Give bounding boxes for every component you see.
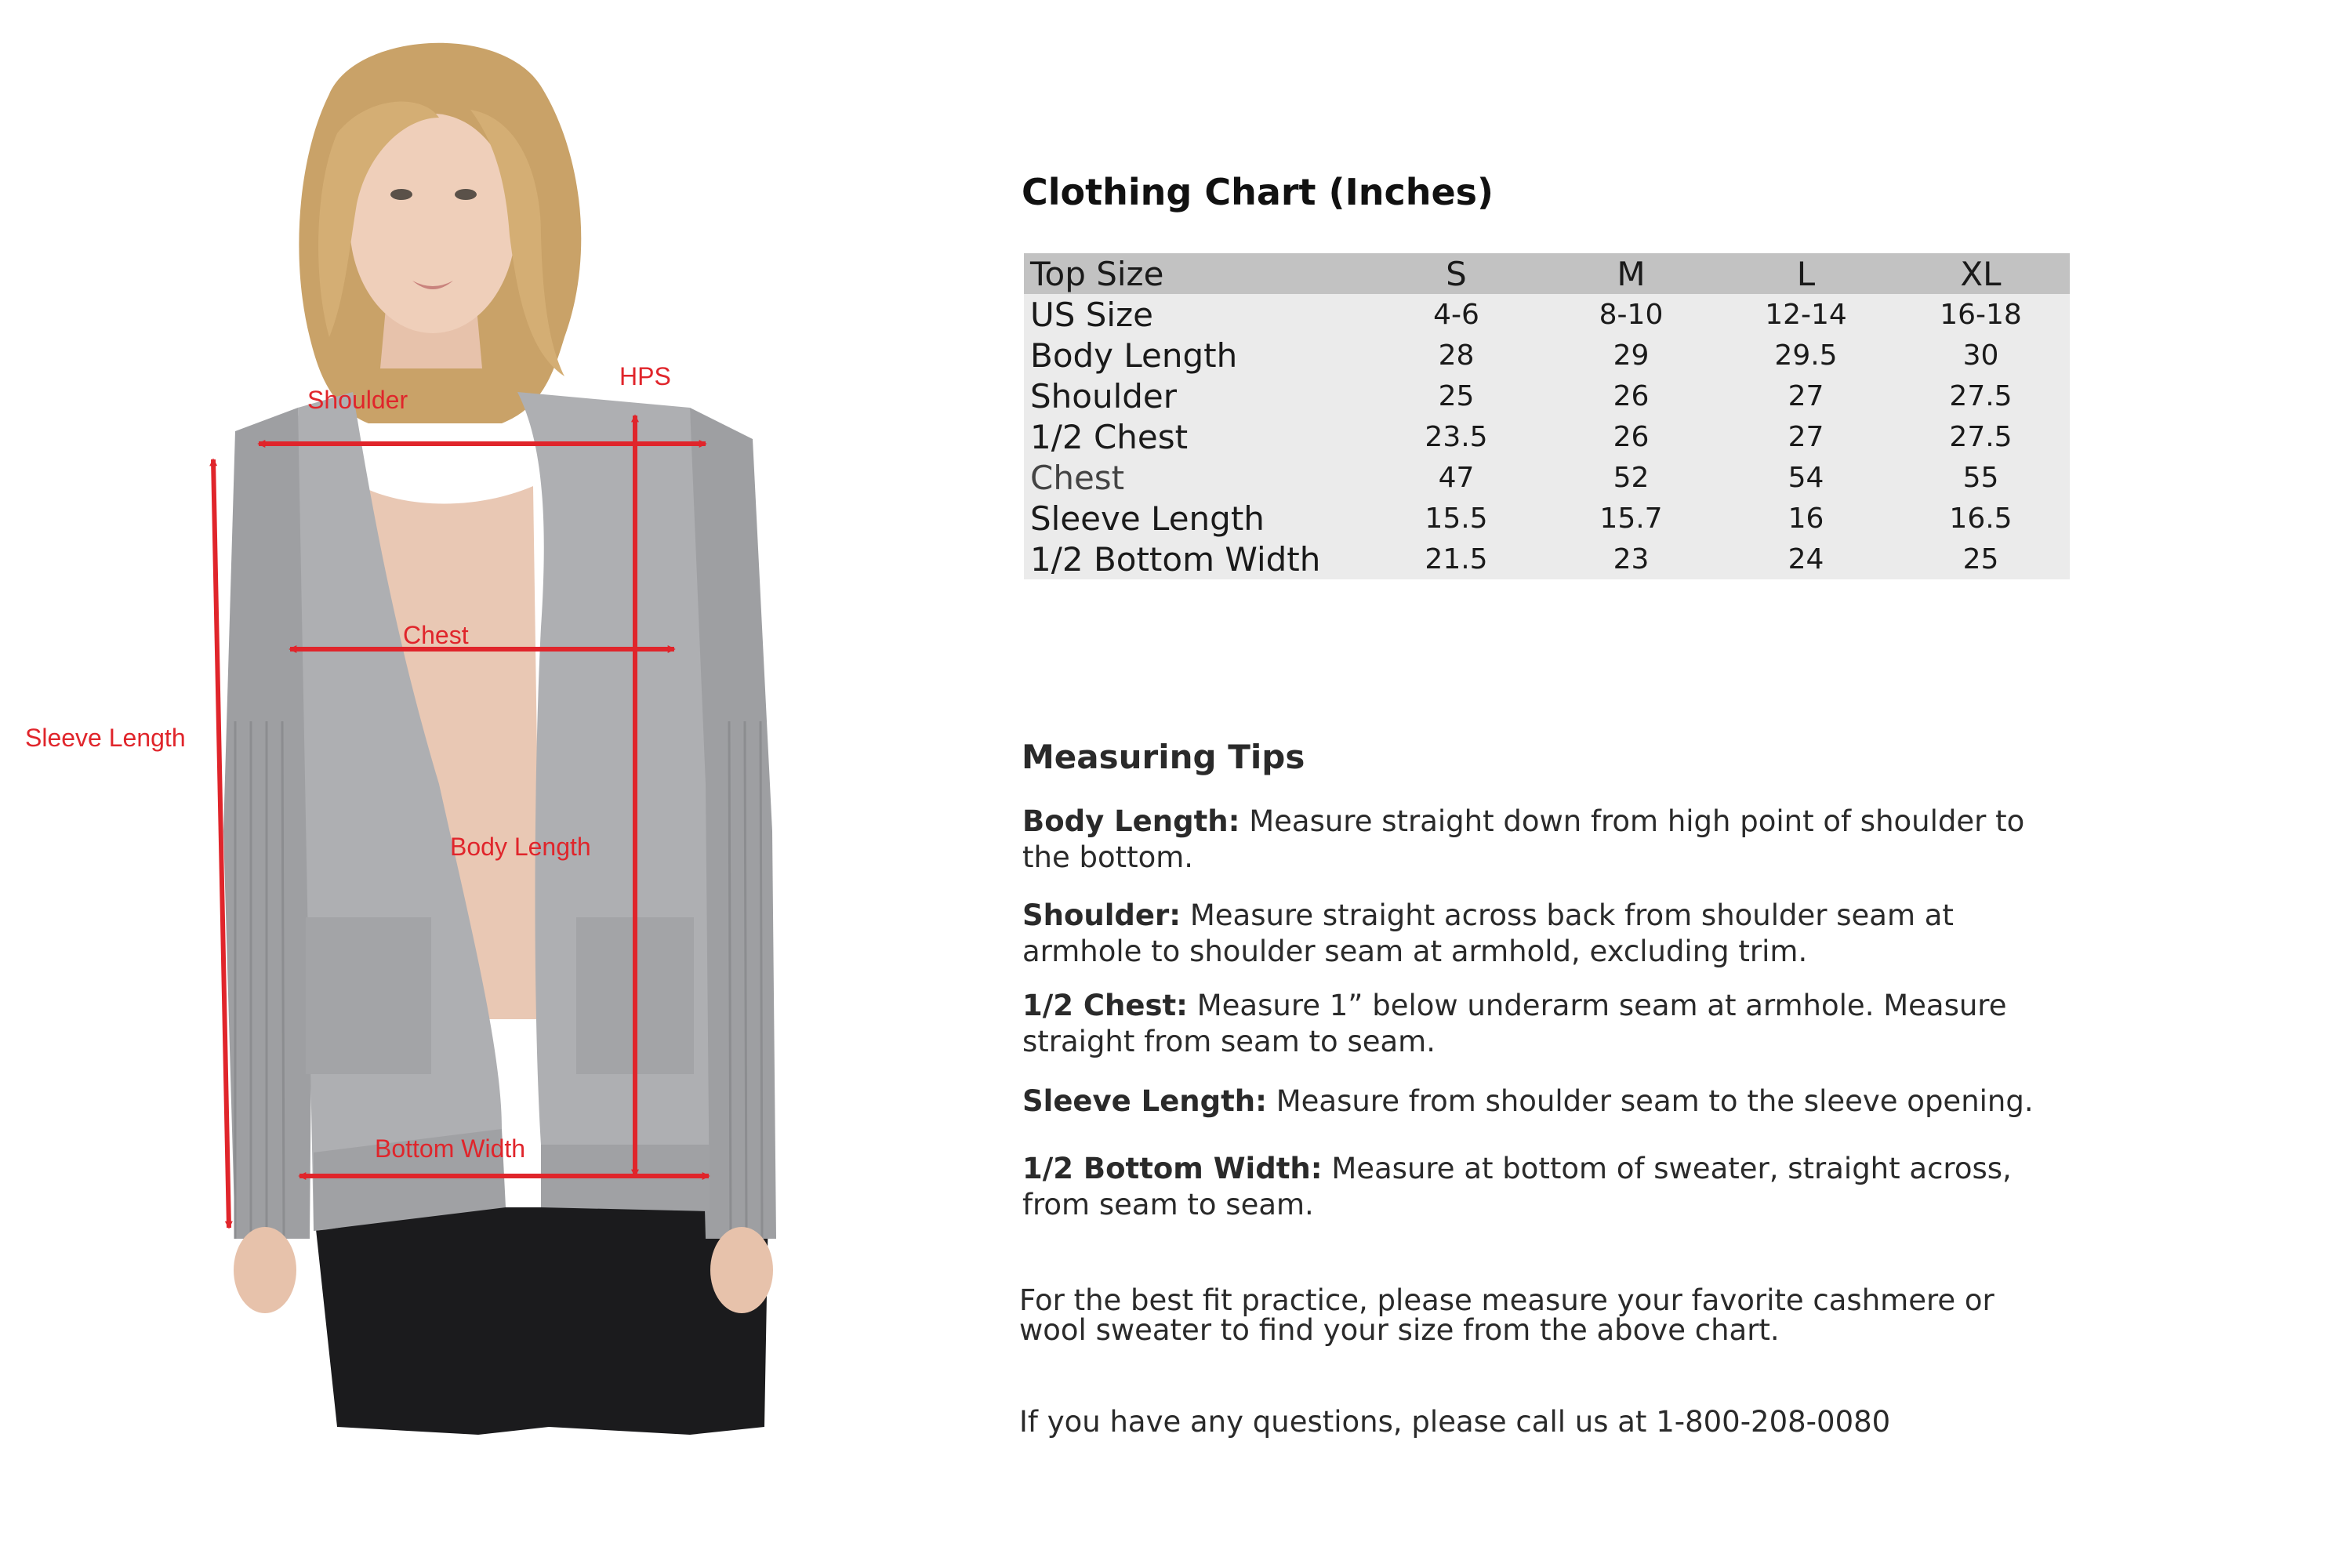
pants (314, 1207, 768, 1435)
table-row (1024, 376, 2070, 416)
cell: 26 (1613, 420, 1650, 453)
tip-text: Measure 1” below underarm seam at armhole. Measure straight from seam to seam. (1022, 989, 2007, 1058)
cell: 24 (1788, 543, 1824, 575)
cardigan-right-panel (517, 392, 710, 1210)
table-header-row (1024, 253, 2070, 294)
tip-sleeve-length (1022, 1083, 2042, 1120)
hps-label: HPS (619, 362, 671, 390)
cell: 15.5 (1425, 502, 1488, 535)
bottom-width-label: Bottom Width (375, 1134, 526, 1163)
cell: 28 (1438, 339, 1475, 372)
tip-body-length (1022, 804, 2042, 876)
header-size-s: S (1446, 254, 1467, 293)
cell: 15.7 (1599, 502, 1663, 535)
row-label: Body Length (1030, 336, 1238, 375)
tip-term: Shoulder: (1022, 898, 1181, 932)
table-row (1024, 539, 2070, 579)
table-row (1024, 416, 2070, 457)
contact-note: If you have any questions, please call us at 1-800-208-0080 (1019, 1405, 1891, 1439)
table-row (1024, 457, 2070, 498)
size-table (1024, 253, 2070, 579)
chart-title: Clothing Chart (Inches) (1022, 171, 1494, 213)
cell: 29 (1613, 339, 1650, 372)
cell: 16 (1788, 502, 1824, 535)
fit-note: For the best fit practice, please measure your favorite cashmere or wool sweater to find your size from the above chart. (1019, 1283, 1994, 1347)
hand-left (234, 1227, 296, 1313)
tip-term: Sleeve Length: (1022, 1084, 1267, 1118)
header-size-l: L (1796, 254, 1816, 293)
cell: 26 (1613, 379, 1650, 412)
tip-text: Measure straight across back from shoulder seam at armhole to shoulder seam at armhold, excluding trim. (1022, 898, 1954, 968)
pocket-left (306, 917, 431, 1074)
cell: 29.5 (1774, 339, 1838, 372)
table-row (1024, 498, 2070, 539)
tip-shoulder (1022, 898, 2042, 970)
tips-title: Measuring Tips (1022, 738, 1305, 776)
cell: 16-18 (1940, 298, 2022, 331)
row-label: Sleeve Length (1030, 499, 1265, 538)
cell: 25 (1962, 543, 1999, 575)
cell: 8-10 (1599, 298, 1664, 331)
cell: 25 (1438, 379, 1475, 412)
chest-label: Chest (403, 621, 469, 649)
header-label: Top Size (1030, 254, 1164, 293)
row-label: Chest (1030, 458, 1125, 497)
right-eye (455, 189, 477, 200)
row-label: US Size (1030, 295, 1153, 334)
cell: 47 (1438, 461, 1475, 494)
tip-text: Measure at bottom of sweater, straight across, from seam to seam. (1022, 1152, 2012, 1221)
cell: 52 (1613, 461, 1650, 494)
tip-term: 1/2 Chest: (1022, 989, 1188, 1022)
cell: 23.5 (1425, 420, 1488, 453)
model-illustration (0, 0, 815, 1568)
cell: 27.5 (1949, 379, 2013, 412)
cell: 27 (1788, 379, 1824, 412)
tip-term: Body Length: (1022, 804, 1240, 838)
cell: 55 (1962, 461, 1999, 494)
row-label: 1/2 Chest (1030, 417, 1189, 456)
cell: 16.5 (1949, 502, 2013, 535)
row-label: 1/2 Bottom Width (1030, 539, 1321, 579)
sleeve-length-label: Sleeve Length (25, 724, 186, 752)
tip-text: Measure straight down from high point of shoulder to the bottom. (1022, 804, 2025, 874)
sleeve-left (223, 408, 314, 1239)
header-size-xl: XL (1960, 254, 2002, 293)
cell: 30 (1962, 339, 1999, 372)
cell: 54 (1788, 461, 1824, 494)
tip-half-chest (1022, 988, 2042, 1060)
tip-term: 1/2 Bottom Width: (1022, 1152, 1323, 1185)
row-label: Shoulder (1030, 376, 1178, 416)
table-row (1024, 335, 2070, 376)
tip-text: Measure from shoulder seam to the sleeve opening. (1276, 1084, 2034, 1118)
cell: 21.5 (1425, 543, 1488, 575)
cell: 4-6 (1433, 298, 1479, 331)
cell: 12-14 (1765, 298, 1847, 331)
body-length-label: Body Length (450, 833, 591, 861)
table-row (1024, 294, 2070, 335)
cell: 27.5 (1949, 420, 2013, 453)
tip-half-bottom-width (1022, 1151, 2042, 1223)
cell: 23 (1613, 543, 1650, 575)
model-figure (0, 0, 815, 1568)
left-eye (390, 189, 412, 200)
shoulder-label: Shoulder (307, 386, 408, 414)
hand-right (710, 1227, 773, 1313)
cell: 27 (1788, 420, 1824, 453)
header-size-m: M (1617, 254, 1646, 293)
